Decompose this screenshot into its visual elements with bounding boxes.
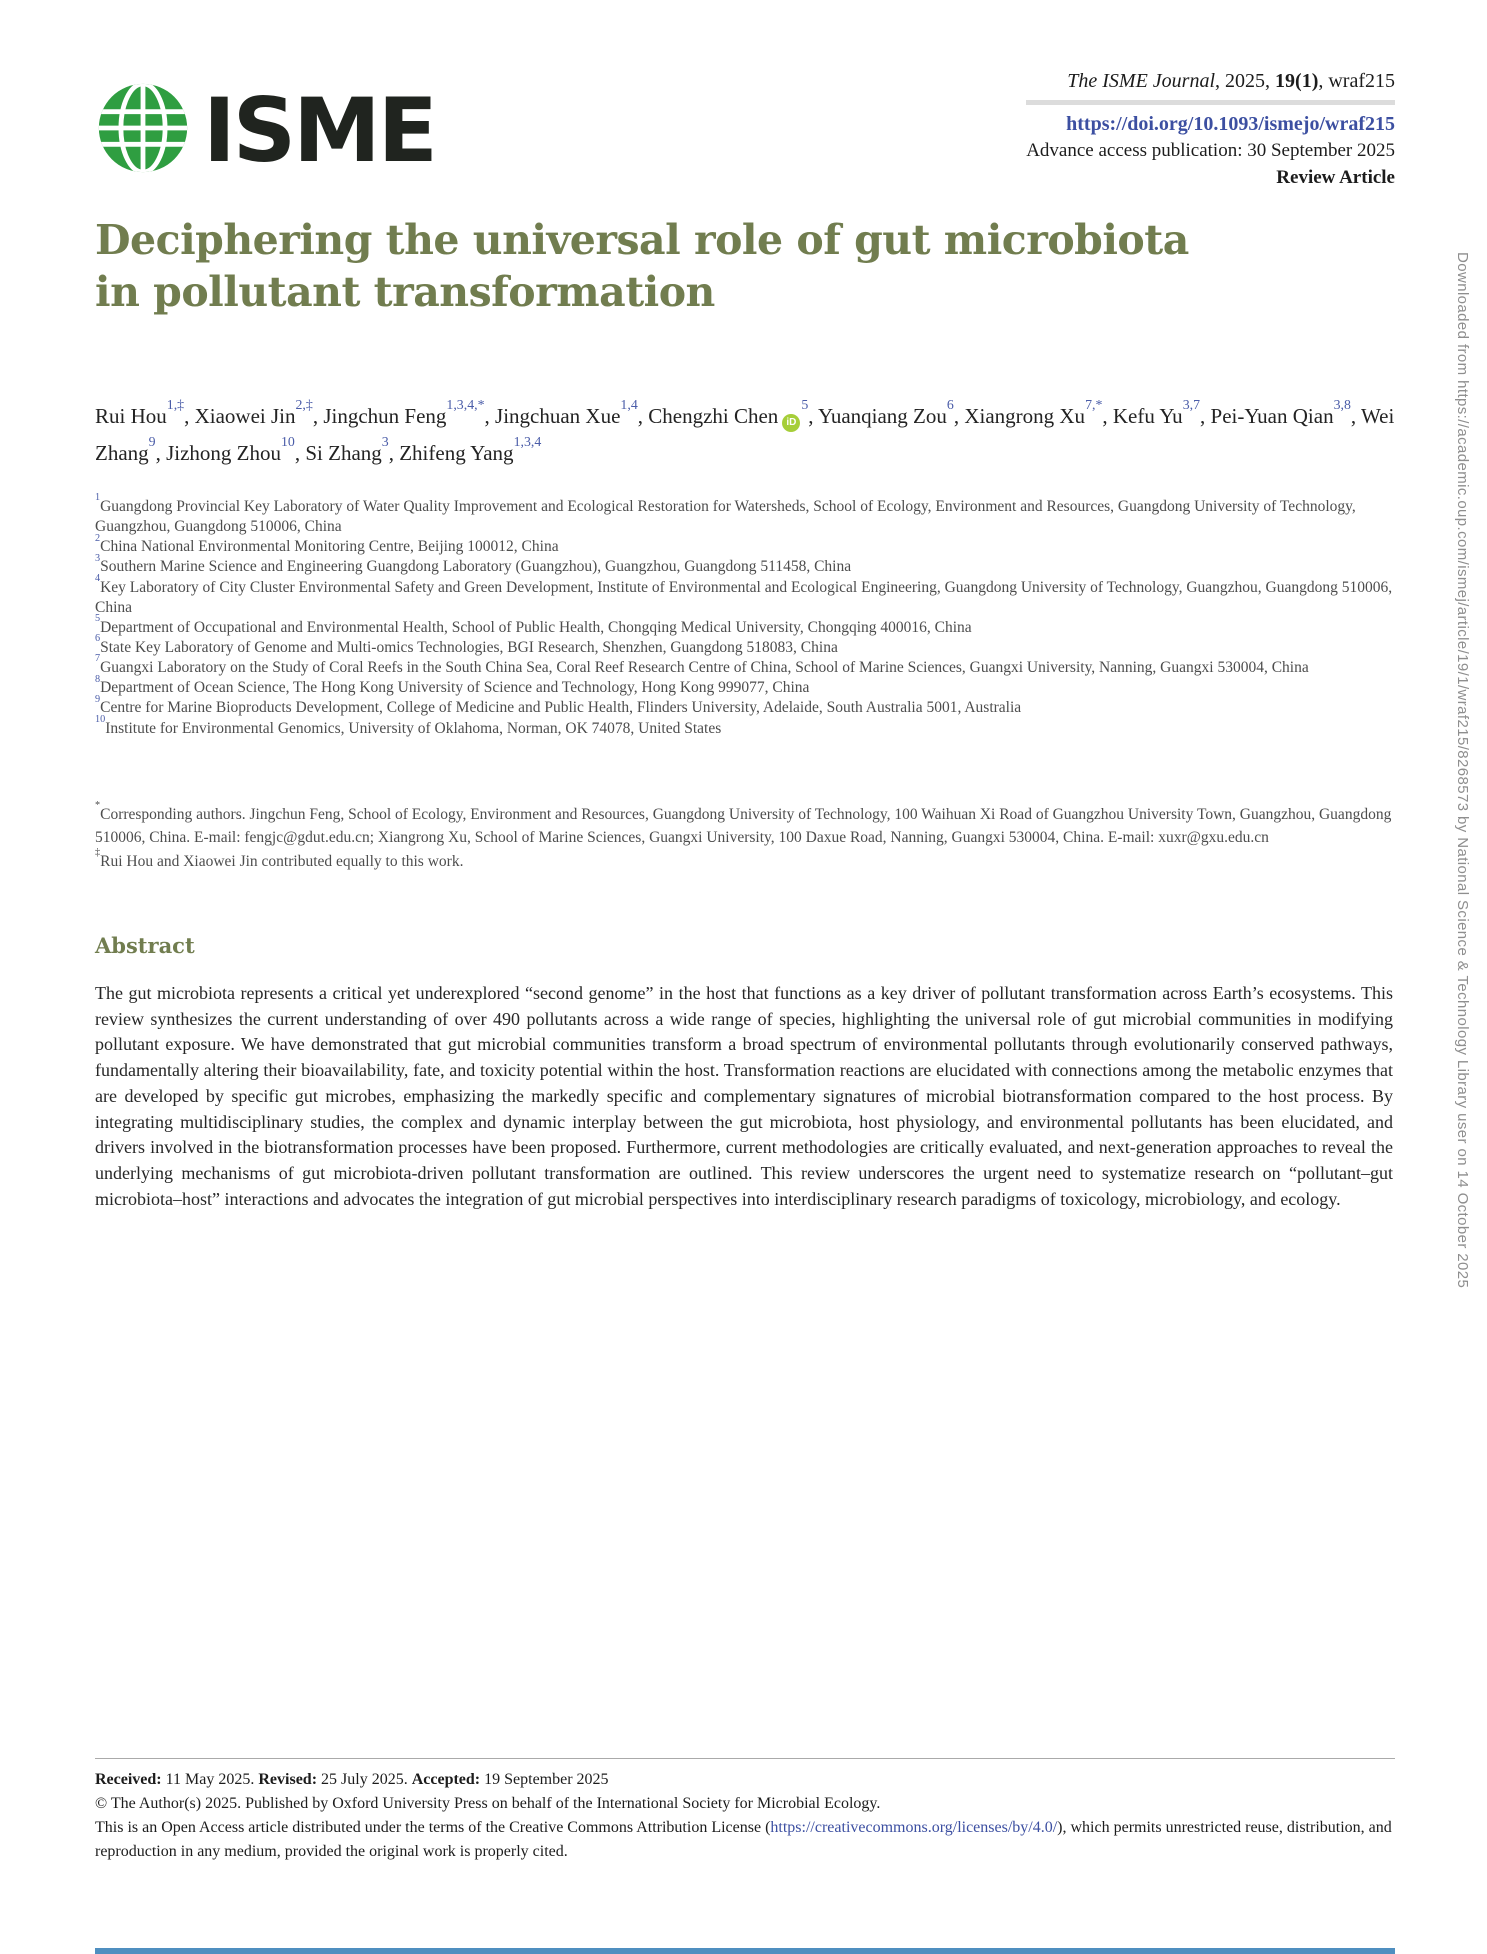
orcid-icon[interactable]: iD [782, 414, 800, 432]
affiliation-number: 4 [95, 572, 101, 584]
note-marker: * [95, 800, 101, 812]
doi-link[interactable]: https://doi.org/10.1093/ismejo/wraf215 [1066, 113, 1395, 135]
history-dates [95, 1768, 1395, 1792]
author-superscript: 1,3,4 [513, 433, 542, 449]
bottom-edge-bar [95, 1948, 1395, 1954]
affiliation-number: 7 [95, 653, 101, 665]
citation-sep1: , 2025, [1215, 70, 1276, 92]
citation-sep2: , wraf215 [1318, 70, 1395, 92]
license-text-pre: This is an Open Access article distributed under the terms of the Creative Commons Attribution License ( [95, 1819, 771, 1836]
author-superscript: 1,3,4,* [446, 396, 485, 412]
author-superscript: 7,* [1085, 396, 1103, 412]
affiliation-number: 8 [95, 673, 101, 685]
abstract-text: The gut microbiota represents a critical yet underexplored “second genome” in the host that functions as a key driver of pollutant transformation across Earth’s ecosystems. This review synthesizes the current understanding of over 490 pollutants across a wide range of species, highlighting the universal role of gut microbial communities in modifying pollutant exposure. We have demonstrated that gut microbial communities transform a broad spectrum of environmental pollutants through evolutionarily conserved pathways, fundamentally altering their bioavailability, fate, and toxicity potential within the host. Transformation reactions are elucidated with connections among the metabolic enzymes that are developed by specific gut microbes, emphasizing the markedly specific and complementary signatures of microbial biotransformation compared to the host process. By integrating multidisciplinary studies, the complex and dynamic interplay between the gut microbiota, host physiology, and environmental pollutants has been elucidated, and drivers involved in the biotransformation processes have been proposed. Furthermore, current methodologies are critically evaluated, and next-generation approaches to reveal the underlying mechanisms of gut microbiota-driven pollutant transformation are outlined. This review underscores the urgent need to systematize research on “pollutant–gut microbiota–host” interactions and advocates the integration of gut microbial perspectives into interdisciplinary research paradigms of toxicology, microbiology, and ecology. [95, 983, 1393, 1209]
affiliation-list [95, 492, 1395, 739]
journal-citation [1026, 70, 1395, 93]
author-superscript: 2,‡ [295, 396, 313, 412]
revised-label: Revised: [258, 1771, 318, 1788]
author-superscript: 1,4 [620, 396, 638, 412]
abstract-heading: Abstract [95, 933, 195, 958]
license-line [95, 1816, 1395, 1864]
author-note-line: *Corresponding authors. Jingchun Feng, School of Ecology, Environment and Resources, Guangdong University of Technology, 100 Waihuan Xi Road of Guangzhou University Town, Guangzhou, Guangdong 510006, China. E-mail: fengjc@gdut.edu.cn; Xiangrong Xu, School of Marine Sciences, Guangxi University, 100 Daxue Road, Nanning, Guangxi 530004, China. E-mail: xuxr@gxu.edu.cn [95, 800, 1392, 847]
license-link[interactable]: https://creativecommons.org/licenses/by/4.0/ [770, 1819, 1058, 1836]
author-superscript: 10 [281, 433, 295, 449]
author-name: Jingchuan Xue$^{1,4}$ [495, 396, 638, 428]
download-watermark: Downloaded from https://academic.oup.com/ismej/article/19/1/wraf215/8268573 by National Science & Technology Library user on 14 October 2025 [1454, 252, 1471, 1289]
affiliation-number: 10 [95, 713, 106, 725]
affiliation-line: $^6$State Key Laboratory of Genome and Multi-omics Technologies, BGI Research, Shenzhen, Guangdong 518083, China [95, 633, 838, 656]
author-note-line: ‡Rui Hou and Xiaowei Jin contributed equally to this work. [95, 846, 464, 870]
affiliation-line: $^{10}$Institute for Environmental Genomics, University of Oklahoma, Norman, OK 74078, United States [95, 713, 722, 737]
footer-divider [95, 1758, 1395, 1759]
author-superscript: 6 [946, 396, 954, 412]
affiliation-line: $^8$Department of Ocean Science, The Hong Kong University of Science and Technology, Hong Kong 999077, China [95, 673, 810, 697]
author-name: Wei Zhang$^9$ [95, 404, 1395, 465]
journal-header [1026, 70, 1395, 189]
revised-date: 25 July 2025. [321, 1771, 408, 1788]
author-list: Rui Hou$^{1,\ddagger}$, Xiaowei Jin$^{2,\ddagger}$, Jingchun Feng$^{1,3,4,*}$, Jingchuan Xue$^{1,4}$, Chengzhi Chen $iD^5$, Yuanqiang Zou$^6$, Xiangrong $Xu^{7,*}$, Kefu Yu$^{3,7}$, Pei-Yuan Qian$^{3,8}$, Wei Zhang$^9$, Jizhong Zhou$^{10}$, Si Zhang$^3$, Zhifeng Yang$^{1,3,4}$ [95, 396, 1395, 465]
affiliation-line: $^2$China National Environmental Monitoring Centre, Beijing 100012, China [95, 532, 559, 556]
article-title: Deciphering the universal role of gut microbiota in pollutant transformation [95, 216, 1189, 317]
affiliation-number: 2 [95, 532, 101, 544]
volume-issue: 19(1) [1275, 70, 1319, 92]
affiliation-line: $^5$Department of Occupational and Environmental Health, School of Public Health, Chongqing Medical University, Chongqing 400016, China [95, 613, 972, 636]
received-label: Received: [95, 1771, 162, 1788]
author-superscript: 3 [381, 433, 389, 449]
author-notes [95, 800, 1395, 873]
author-name: Chengzhi Chen $iD^5$ [648, 404, 808, 428]
copyright-line: © The Author(s) 2025. Published by Oxford University Press on behalf of the International Society for Microbial Ecology. [95, 1795, 881, 1812]
globe-icon [95, 80, 191, 181]
affiliation-line: $^3$Southern Marine Science and Engineering Guangdong Laboratory (Guangzhou), Guangzhou, Guangdong 511458, China [95, 552, 852, 576]
affiliation-number: 5 [95, 613, 101, 625]
accepted-date: 19 September 2025 [484, 1771, 609, 1788]
author-name: Xiangrong $Xu^{7,*}$ [964, 396, 1103, 428]
author-name: Yuanqiang Zou$^6$ [817, 396, 954, 428]
affiliation-line: $^1$Guangdong Provincial Key Laboratory of Water Quality Improvement and Ecological Restoration for Watersheds, School of Ecology, Environment and Resources, Guangdong University of Technology, Guangzhou, Guangdong 510006, China [95, 492, 1356, 536]
author-name: Jizhong Zhou$^{10}$ [166, 433, 295, 465]
accepted-label: Accepted: [411, 1771, 481, 1788]
affiliation-line: $^9$Centre for Marine Bioproducts Development, College of Medicine and Public Health, Flinders University, Adelaide, South Australia 5001, Australia [95, 693, 1022, 717]
author-superscript: 3,7 [1182, 396, 1201, 412]
license-text-post: ), which permits unrestricted reuse, distribution, and reproduction in any medium, provided the original work is properly cited. [95, 1819, 1392, 1860]
received-date: 11 May 2025. [165, 1771, 255, 1788]
author-name: Rui Hou$^{1,\ddagger}$ [95, 396, 185, 428]
author-name: Jingchun Feng$^{1,3,4,*}$ [323, 396, 485, 428]
author-superscript: 3,8 [1333, 396, 1351, 412]
advance-access-date: Advance access publication: 30 September 2025 [1026, 140, 1395, 161]
note-marker: ‡ [95, 846, 101, 858]
author-name: Kefu Yu$^{3,7}$ [1112, 396, 1201, 428]
author-name: Si Zhang$^3$ [305, 433, 389, 465]
affiliation-line: $^4$Key Laboratory of City Cluster Environmental Safety and Green Development, Institute of Environmental and Ecological Engineering, Guangdong University of Technology, Guangzhou, Guangdong 510006, China [95, 572, 1393, 616]
affiliation-number: 9 [95, 693, 101, 705]
affiliation-line: $^7$Guangxi Laboratory on the Study of Coral Reefs in the South China Sea, Coral Reef Research Centre of China, School of Marine Sciences, Guangxi University, Nanning, Guangxi 530004, China [95, 653, 1309, 677]
author-superscript: 9 [148, 433, 156, 449]
affiliation-number: 1 [95, 492, 101, 504]
author-superscript: 1,‡ [166, 396, 185, 412]
article-type-label: Review Article [1276, 167, 1395, 188]
affiliation-number: 3 [95, 552, 101, 564]
journal-name: The ISME Journal [1067, 70, 1216, 92]
author-name: Zhifeng Yang$^{1,3,4}$ [399, 433, 542, 465]
author-superscript: 5 [801, 396, 809, 412]
isme-wordmark: ISME [203, 78, 435, 182]
header-divider [1026, 100, 1395, 105]
author-name: Xiaowei Jin$^{2,\ddagger}$ [194, 396, 313, 428]
article-footer [95, 1768, 1395, 1864]
author-name: Pei-Yuan Qian$^{3,8}$ [1210, 396, 1351, 428]
isme-logo [95, 80, 435, 181]
affiliation-number: 6 [95, 633, 101, 645]
